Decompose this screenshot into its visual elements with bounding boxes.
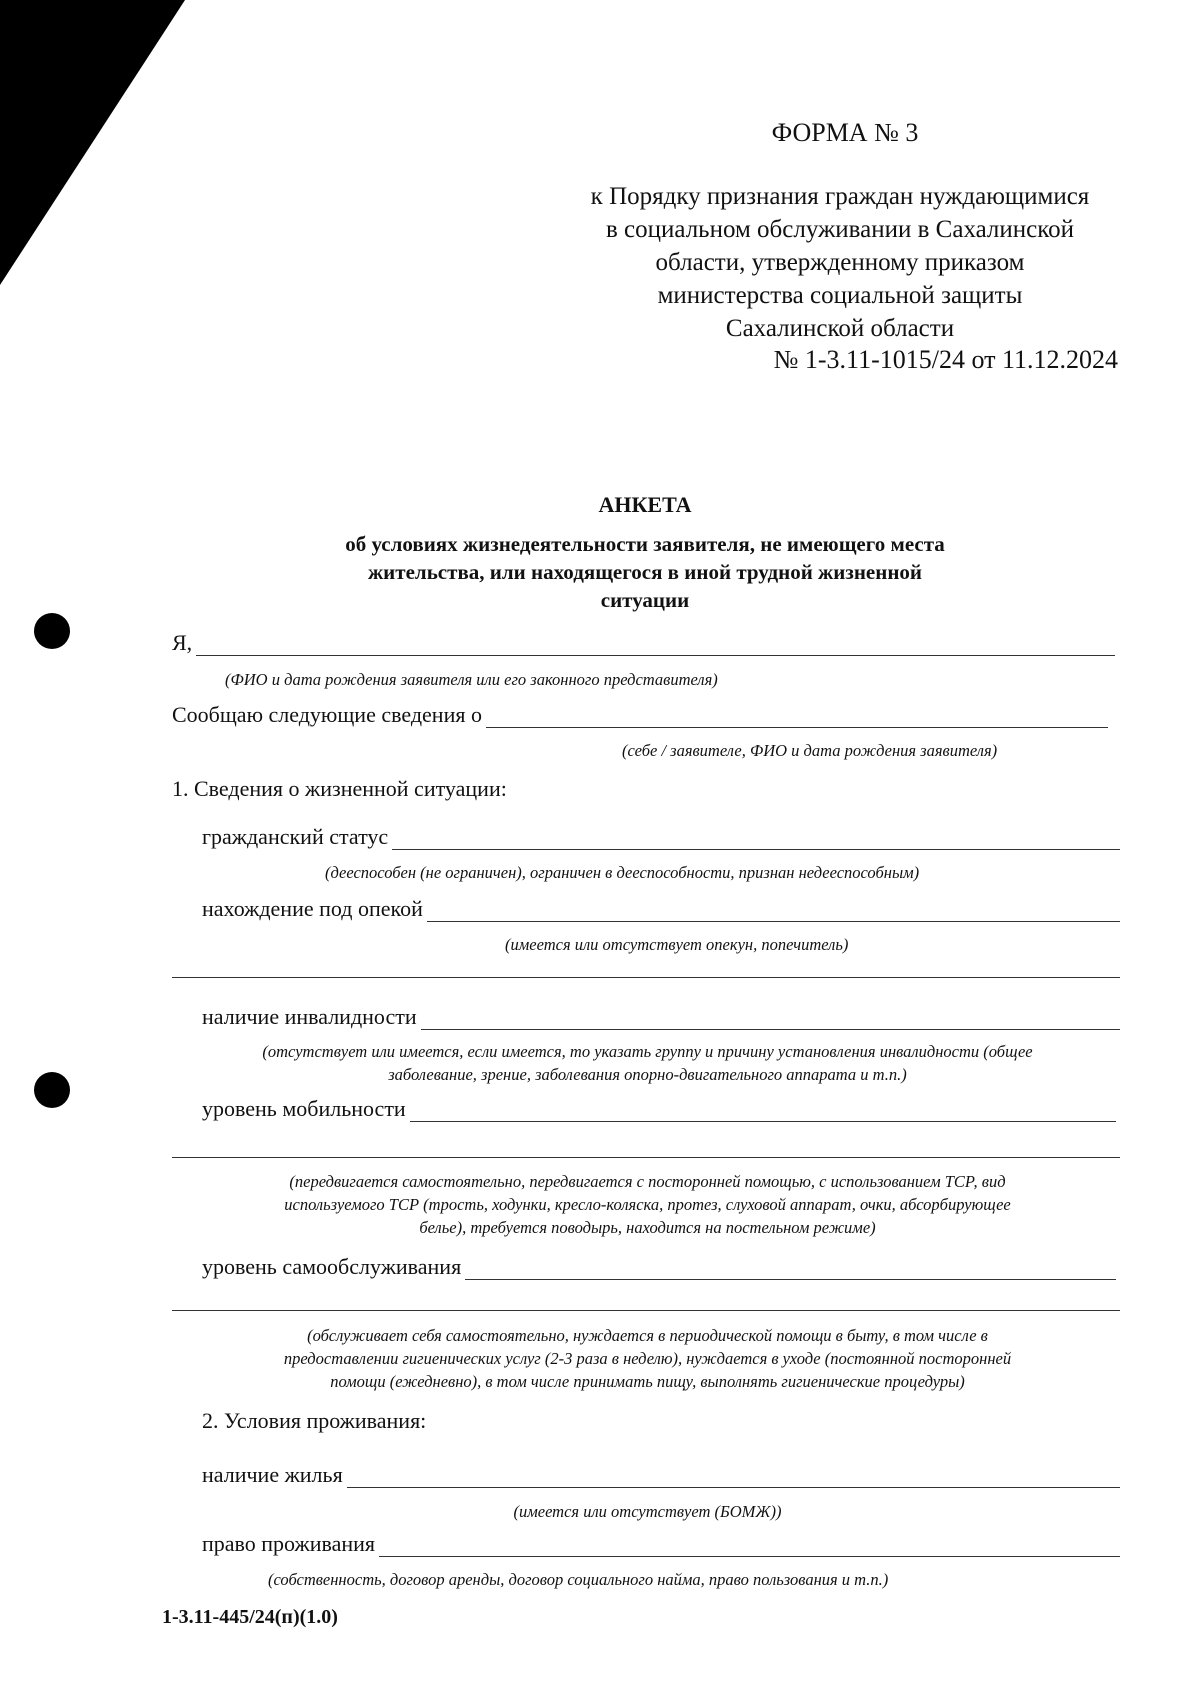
punch-hole-bottom <box>34 1072 70 1108</box>
section-2-heading: 2. Условия проживания: <box>202 1408 427 1433</box>
applicant-hint: (ФИО и дата рождения заявителя или его законного представителя) <box>225 670 718 689</box>
housing-hint: (имеется или отсутствует (БОМЖ)) <box>513 1502 782 1521</box>
applicant-field <box>172 630 1115 656</box>
housing-label: наличие жилья <box>202 1462 343 1487</box>
residence-right-input-line[interactable] <box>379 1534 1120 1557</box>
self-care-hint-line: помощи (ежедневно), в том числе принимать пищу, выполнять гигиенические процедуры) <box>330 1372 965 1391</box>
civil-status-field <box>202 824 1120 850</box>
subtitle-line: ситуации <box>600 588 690 612</box>
self-care-hint-line: (обслуживает себя самостоятельно, нуждается в периодической помощи в быту, в том числе в <box>307 1326 988 1345</box>
disability-hint-line: заболевание, зрение, заболевания опорно-двигательного аппарата и т.п.) <box>388 1065 907 1084</box>
mobility-field <box>202 1096 1116 1122</box>
mobility-hint <box>175 1170 1120 1239</box>
disability-field <box>202 1004 1120 1030</box>
residence-right-hint: (собственность, договор аренды, договор социального найма, право пользования и т.п.) <box>268 1570 889 1589</box>
residence-right-label: право проживания <box>202 1531 376 1556</box>
mobility-label: уровень мобильности <box>202 1096 406 1121</box>
document-title: АНКЕТА <box>598 492 692 517</box>
report-hint: (себе / заявителе, ФИО и дата рождения заявителя) <box>622 741 998 760</box>
guardianship-label: нахождение под опекой <box>202 896 423 921</box>
report-label: Сообщаю следующие сведения о <box>172 702 482 727</box>
self-care-field <box>202 1254 1116 1280</box>
subtitle-line: об условиях жизнедеятельности заявителя, не имеющего места <box>345 532 945 556</box>
housing-field <box>202 1462 1120 1488</box>
self-care-hint-line: предоставлении гигиенических услуг (2-3 раза в неделю), нуждается в уходе (постоянной посторонней <box>283 1349 1012 1368</box>
mobility-hint-line: белье), требуется поводырь, находится на постельном режиме) <box>419 1218 876 1237</box>
mobility-extra-line[interactable] <box>172 1157 1120 1158</box>
document-code: 1-3.11-445/24(п)(1.0) <box>162 1606 338 1628</box>
document-subtitle <box>245 530 1045 614</box>
disability-hint <box>160 1040 1135 1086</box>
annex-line: Сахалинской области <box>725 315 955 342</box>
housing-input-line[interactable] <box>347 1465 1120 1488</box>
guardianship-hint: (имеется или отсутствует опекун, попечитель) <box>505 935 849 954</box>
subtitle-line: жительства, или находящегося в иной трудной жизненной <box>367 560 923 584</box>
guardianship-field <box>202 896 1120 922</box>
report-input-line[interactable] <box>486 705 1108 728</box>
self-care-hint <box>175 1324 1120 1393</box>
mobility-hint-line: используемого ТСР (трость, ходунки, кресло-коляска, протез, слуховой аппарат, очки, абсорбирующее <box>284 1195 1011 1214</box>
applicant-label: Я, <box>172 630 193 655</box>
form-number: ФОРМА № 3 <box>771 118 919 147</box>
report-field <box>172 702 1108 728</box>
disability-label: наличие инвалидности <box>202 1004 417 1029</box>
civil-status-input-line[interactable] <box>392 827 1120 850</box>
self-care-extra-line[interactable] <box>172 1310 1120 1311</box>
mobility-hint-line: (передвигается самостоятельно, передвигается с посторонней помощью, с использованием ТСР, вид <box>289 1172 1006 1191</box>
disability-input-line[interactable] <box>421 1007 1120 1030</box>
annex-line: в социальном обслуживании в Сахалинской <box>605 216 1075 243</box>
annex-line: министерства социальной защиты <box>657 282 1023 309</box>
mobility-input-line[interactable] <box>410 1099 1116 1122</box>
form-header <box>540 118 1140 345</box>
punch-hole-top <box>34 613 70 649</box>
annex-line: области, утвержденному приказом <box>655 249 1025 276</box>
civil-status-hint: (дееспособен (не ограничен), ограничен в дееспособности, признан недееспособным) <box>325 863 920 882</box>
order-reference: № 1-3.11-1015/24 от 11.12.2024 <box>773 345 1118 374</box>
guardianship-input-line[interactable] <box>427 899 1120 922</box>
disability-hint-line: (отсутствует или имеется, если имеется, то указать группу и причину установления инвалидности (общее <box>262 1042 1033 1061</box>
civil-status-label: гражданский статус <box>202 824 389 849</box>
guardianship-extra-line[interactable] <box>172 977 1120 978</box>
annex-line: к Порядку признания граждан нуждающимися <box>590 183 1090 210</box>
section-1-heading: 1. Сведения о жизненной ситуации: <box>172 776 507 801</box>
self-care-label: уровень самообслуживания <box>202 1254 462 1279</box>
scan-corner-mark <box>0 0 185 285</box>
applicant-input-line[interactable] <box>196 633 1115 656</box>
residence-right-field <box>202 1531 1120 1557</box>
self-care-input-line[interactable] <box>465 1257 1116 1280</box>
